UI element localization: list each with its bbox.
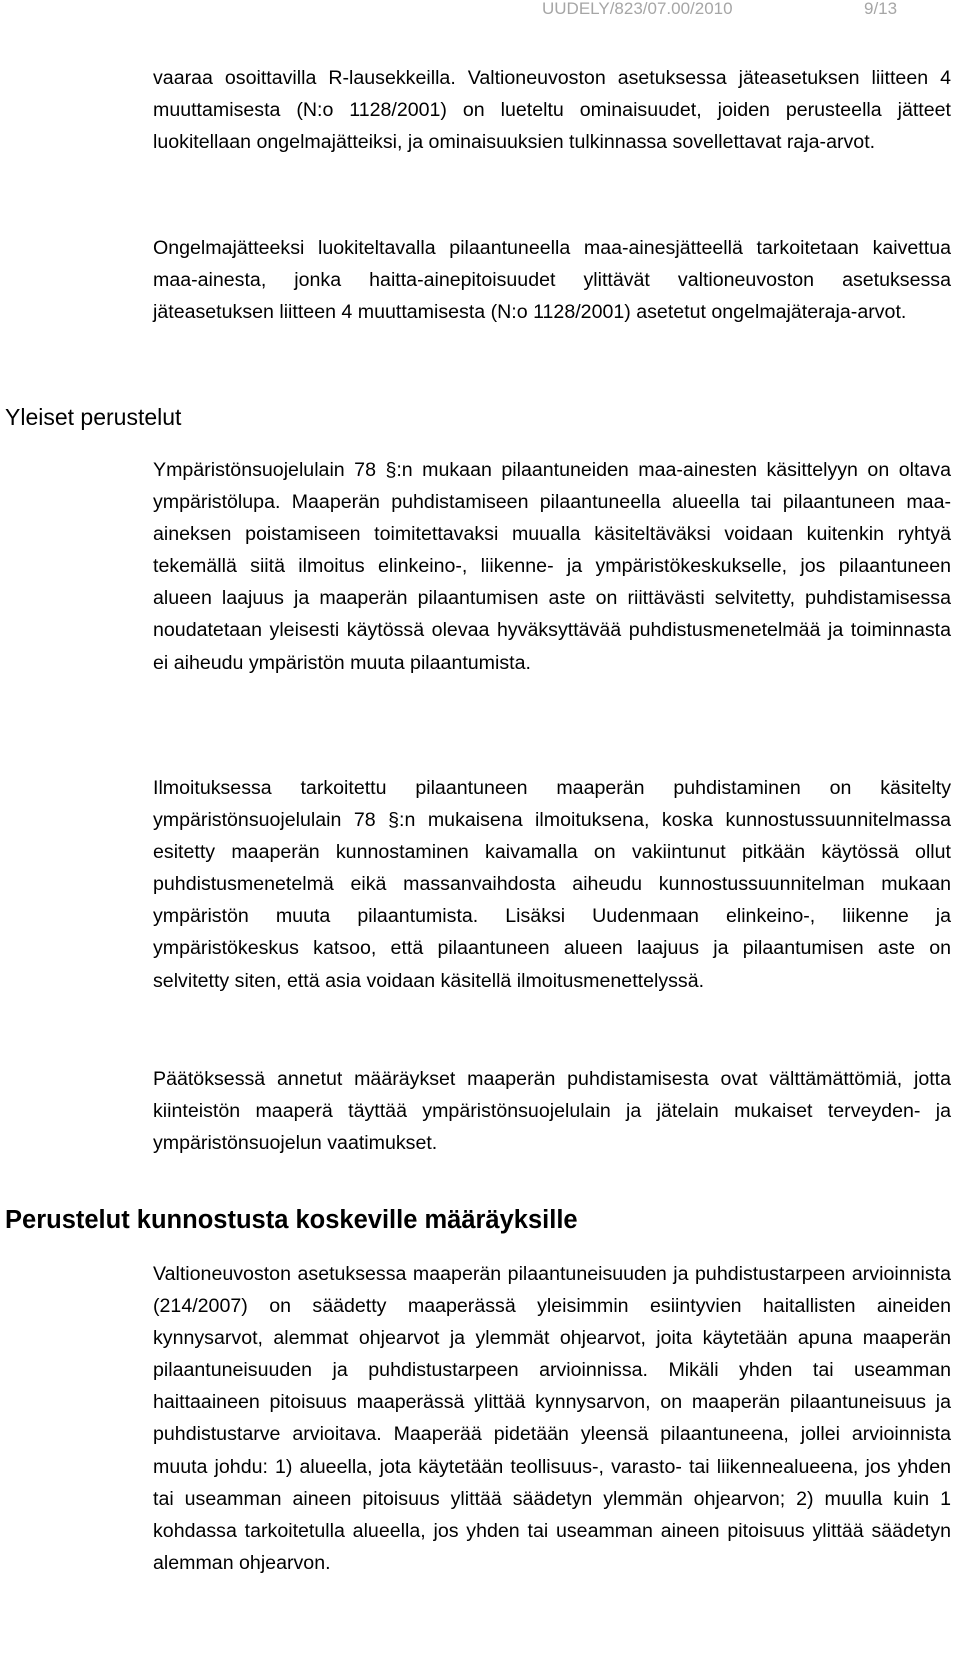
document-reference: UUDELY/823/07.00/2010 bbox=[542, 0, 733, 18]
general-grounds-heading: Yleiset perustelut bbox=[5, 404, 182, 430]
remediation-grounds-paragraph: Valtioneuvoston asetuksessa maaperän pilaantuneisuuden ja puhdistustarpeen arvioinnista (214/2007) on säädetty maaperässä yleisimmin esiintyvien haitallisten aineiden kynnysarvot, alemmat ohjearvot ja ylemmät ohjearvot, joita käytetään apuna maaperän pilaantuneisuuden ja puhdistustarpeen arvioinnissa. Mikäli yhden tai useamman haittaaineen pitoisuus maaperässä ylittää kynnysarvon, on maaperän pilaantuneisuus ja puhdistustarve arvioitava. Maaperää pidetään yleensä pilaantuneena, jollei arvioinnista muuta johdu: 1) alueella, jota käytetään teollisuus-, varasto- tai liikennealueena, jos yhden tai useamman aineen pitoisuus ylittää säädetyn ylemmän ohjearvon; 2) muulla kuin 1 kohdassa tarkoitetulla alueella, jos yhden tai useamman aineen pitoisuus ylittää säädetyn alemman ohjearvon. bbox=[153, 1263, 951, 1574]
definition-paragraph: Ongelmajätteeksi luokiteltavalla pilaantuneella maa-ainesjätteellä tarkoitetaan kaivettua maa-ainesta, jonka haitta-ainepitoisuudet ylittävät valtioneuvoston asetuksessa jäteasetuksen liitteen 4 muuttamisesta (N:o 1128/2001) asetetut ongelmajäteraja-arvot. bbox=[153, 237, 951, 324]
intro-paragraph: vaaraa osoittavilla R-lausekkeilla. Valtioneuvoston asetuksessa jäteasetuksen liitteen 4 muuttamisesta (N:o 1128/2001) on lueteltu ominaisuudet, joiden perusteella jätteet luokitellaan ongelmajätteiksi, ja ominaisuuksien tulkinnassa sovellettavat raja-arvot. bbox=[153, 67, 951, 154]
general-grounds-paragraph-1: Ympäristönsuojelulain 78 §:n mukaan pilaantuneiden maa-ainesten käsittelyyn on oltava ympäristölupa. Maaperän puhdistamiseen pilaantuneella alueella tai pilaantuneen maa-aineksen poistamiseen toimitettavaksi muualla käsiteltäväksi voidaan kuitenkin ryhtyä tekemällä siitä ilmoitus elinkeino-, liikenne- ja ympäristökeskukselle, jos pilaantuneen alueen laajuus ja maaperän pilaantumisen aste on riittävästi selvitetty, puhdistamisessa noudatetaan yleisesti käytössä olevaa hyväksyttävää puhdistusmenetelmää ja toiminnasta ei aiheudu ympäristön muuta pilaantumista. bbox=[153, 459, 951, 674]
general-grounds-paragraph-2: Ilmoituksessa tarkoitettu pilaantuneen maaperän puhdistaminen on käsitelty ympäristönsuojelulain 78 §:n mukaisena ilmoituksena, koska kunnostussuunnitelmassa esitetty maaperän kunnostaminen kaivamalla on vakiintunut pitkään käytössä ollut puhdistusmenetelmä eikä massanvaihdosta aiheudu kunnostussuunnitelman mukaan ympäristön muuta pilaantumista. Lisäksi Uudenmaan elinkeino-, liikenne ja ympäristökeskus katsoo, että pilaantuneen alueen laajuus ja pilaantumisen aste on selvitetty siten, että asia voidaan käsitellä ilmoitusmenettelyssä. bbox=[153, 777, 951, 992]
remediation-grounds-heading: Perustelut kunnostusta koskeville määräyksille bbox=[5, 1206, 578, 1234]
general-grounds-paragraph-3: Päätöksessä annetut määräykset maaperän puhdistamisesta ovat välttämättömiä, jotta kiinteistön maaperä täyttää ympäristönsuojelulain ja jätelain mukaiset terveyden- ja ympäristönsuojelun vaatimukset. bbox=[153, 1068, 951, 1155]
page-number: 9/13 bbox=[864, 0, 898, 18]
page-header bbox=[0, 0, 960, 22]
